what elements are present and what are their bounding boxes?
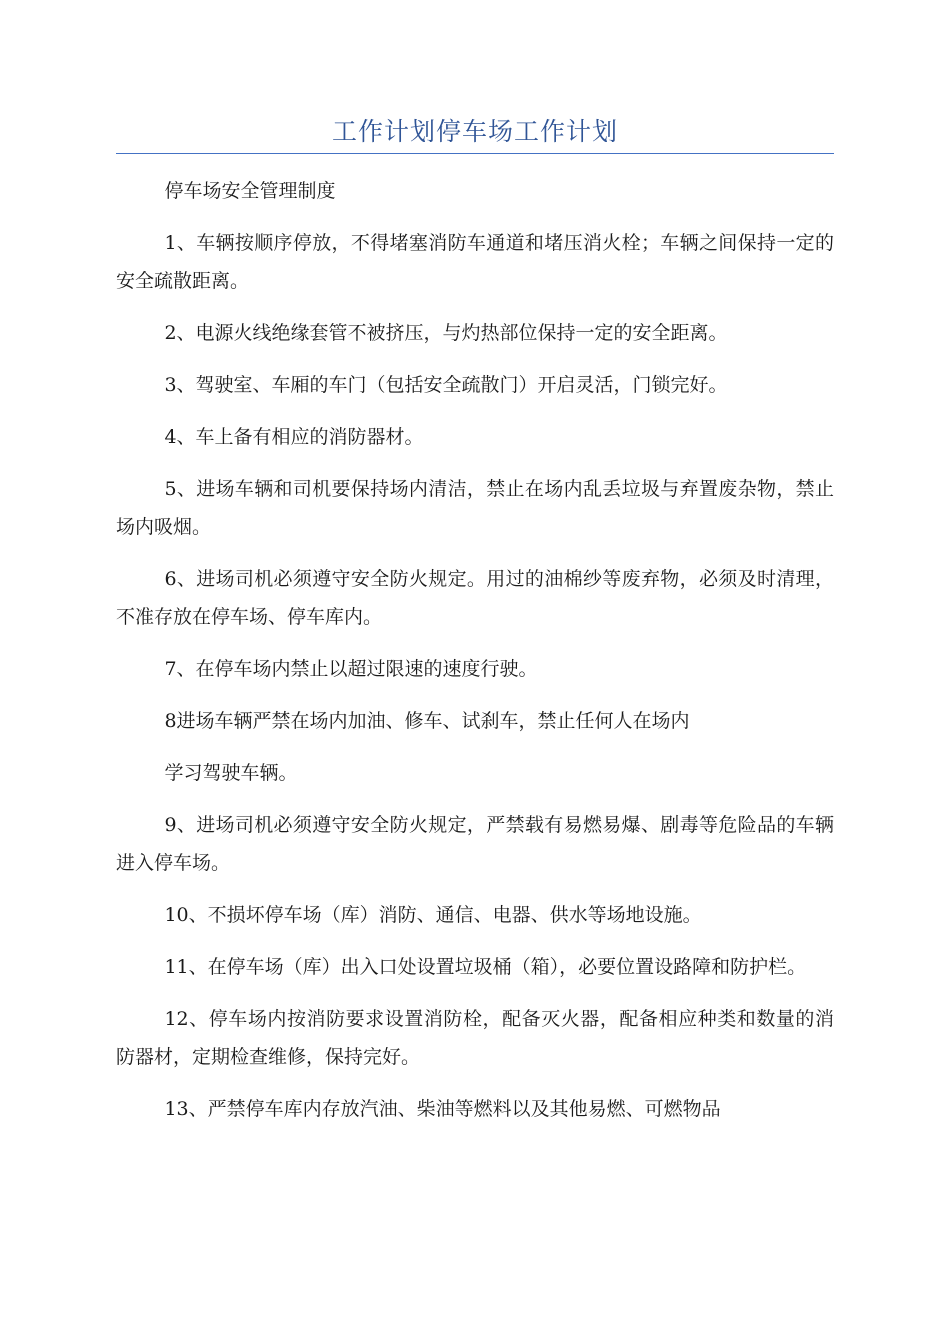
paragraph-8-continued: 学习驾驶车辆。 — [164, 762, 298, 784]
paragraph-12: 12、停车场内按消防要求设置消防栓，配备灭火器，配备相应种类和数量的消防器材，定期检查维修，保持完好。 — [116, 1008, 834, 1068]
paragraph-6: 6、进场司机必须遵守安全防火规定。用过的油棉纱等废弃物，必须及时清理，不准存放在停车场、停车库内。 — [116, 568, 834, 628]
document-title: 工作计划停车场工作计划 — [331, 117, 618, 146]
paragraph-8: 8进场车辆严禁在场内加油、修车、试刹车，禁止任何人在场内 — [164, 710, 690, 732]
paragraph-3: 3、驾驶室、车厢的车门（包括安全疏散门）开启灵活，门锁完好。 — [164, 374, 728, 396]
title-underline — [116, 153, 834, 154]
paragraph-9: 9、进场司机必须遵守安全防火规定，严禁载有易燃易爆、剧毒等危险品的车辆进入停车场。 — [116, 814, 834, 874]
paragraph-10: 10、不损坏停车场（库）消防、通信、电器、供水等场地设施。 — [164, 904, 702, 926]
paragraph-4: 4、车上备有相应的消防器材。 — [164, 426, 424, 448]
paragraph-1: 1、车辆按顺序停放，不得堵塞消防车通道和堵压消火栓；车辆之间保持一定的安全疏散距离。 — [116, 232, 834, 292]
paragraph-2: 2、电源火线绝缘套管不被挤压，与灼热部位保持一定的安全距离。 — [164, 322, 728, 344]
paragraph-7: 7、在停车场内禁止以超过限速的速度行驶。 — [164, 658, 538, 680]
paragraph-13: 13、严禁停车库内存放汽油、柴油等燃料以及其他易燃、可燃物品 — [164, 1098, 721, 1120]
paragraph-11: 11、在停车场（库）出入口处设置垃圾桶（箱），必要位置设路障和防护栏。 — [164, 956, 807, 978]
paragraph-heading: 停车场安全管理制度 — [164, 180, 336, 202]
document-body — [116, 172, 834, 1142]
paragraph-5: 5、进场车辆和司机要保持场内清洁，禁止在场内乱丢垃圾与弃置废杂物，禁止场内吸烟。 — [116, 478, 834, 538]
